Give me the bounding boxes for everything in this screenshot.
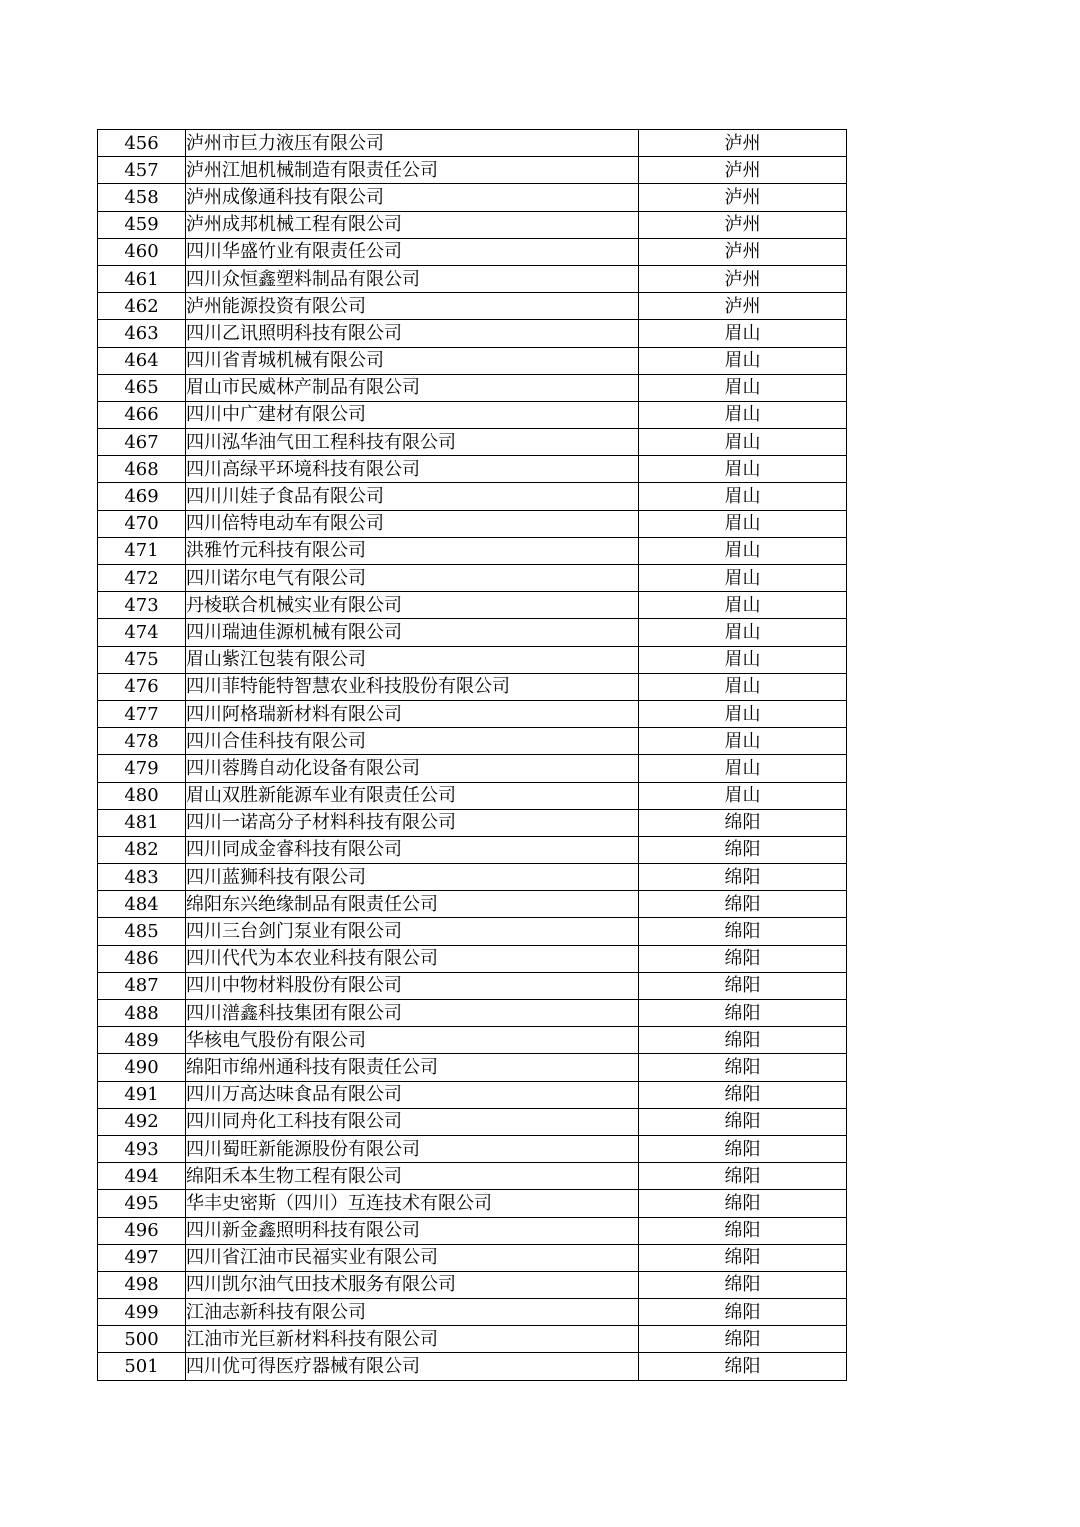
table-row xyxy=(98,728,847,755)
city-name: 眉山 xyxy=(639,456,847,483)
city-name: 绵阳 xyxy=(639,809,847,836)
row-number: 465 xyxy=(98,374,186,401)
row-number: 457 xyxy=(98,157,186,184)
table-row xyxy=(98,646,847,673)
company-name: 四川凯尔油气田技术服务有限公司 xyxy=(186,1271,639,1298)
table-row xyxy=(98,320,847,347)
company-name: 四川乙讯照明科技有限公司 xyxy=(186,320,639,347)
table-row xyxy=(98,456,847,483)
table-row xyxy=(98,1190,847,1217)
table-row xyxy=(98,1271,847,1298)
city-name: 眉山 xyxy=(639,510,847,537)
row-number: 463 xyxy=(98,320,186,347)
row-number: 490 xyxy=(98,1054,186,1081)
company-name: 眉山紫江包装有限公司 xyxy=(186,646,639,673)
table-row xyxy=(98,347,847,374)
city-name: 眉山 xyxy=(639,429,847,456)
row-number: 472 xyxy=(98,565,186,592)
row-number: 497 xyxy=(98,1244,186,1271)
table-row xyxy=(98,782,847,809)
company-name: 四川泓华油气田工程科技有限公司 xyxy=(186,429,639,456)
city-name: 眉山 xyxy=(639,592,847,619)
city-name: 泸州 xyxy=(639,293,847,320)
city-name: 眉山 xyxy=(639,320,847,347)
table-row xyxy=(98,157,847,184)
row-number: 469 xyxy=(98,483,186,510)
city-name: 泸州 xyxy=(639,130,847,157)
table-row xyxy=(98,945,847,972)
company-name: 泸州江旭机械制造有限责任公司 xyxy=(186,157,639,184)
row-number: 484 xyxy=(98,891,186,918)
city-name: 绵阳 xyxy=(639,972,847,999)
row-number: 474 xyxy=(98,619,186,646)
company-name: 四川蓝狮科技有限公司 xyxy=(186,864,639,891)
company-name: 四川蓉腾自动化设备有限公司 xyxy=(186,755,639,782)
city-name: 绵阳 xyxy=(639,945,847,972)
table-row xyxy=(98,510,847,537)
table-row xyxy=(98,130,847,157)
row-number: 501 xyxy=(98,1353,186,1380)
city-name: 眉山 xyxy=(639,728,847,755)
city-name: 绵阳 xyxy=(639,918,847,945)
table-row xyxy=(98,374,847,401)
table-row xyxy=(98,972,847,999)
row-number: 494 xyxy=(98,1163,186,1190)
table-row xyxy=(98,211,847,238)
city-name: 绵阳 xyxy=(639,1108,847,1135)
company-name: 四川省青城机械有限公司 xyxy=(186,347,639,374)
table-row xyxy=(98,184,847,211)
company-name: 绵阳市绵州通科技有限责任公司 xyxy=(186,1054,639,1081)
table-row xyxy=(98,836,847,863)
company-name: 四川潽鑫科技集团有限公司 xyxy=(186,1000,639,1027)
city-name: 眉山 xyxy=(639,646,847,673)
table-row xyxy=(98,1054,847,1081)
city-name: 眉山 xyxy=(639,782,847,809)
company-name: 四川新金鑫照明科技有限公司 xyxy=(186,1217,639,1244)
table-row xyxy=(98,537,847,564)
company-name: 华丰史密斯（四川）互连技术有限公司 xyxy=(186,1190,639,1217)
table-row xyxy=(98,1299,847,1326)
row-number: 456 xyxy=(98,130,186,157)
row-number: 499 xyxy=(98,1299,186,1326)
city-name: 眉山 xyxy=(639,374,847,401)
table-body xyxy=(98,130,847,1381)
city-name: 绵阳 xyxy=(639,1000,847,1027)
row-number: 467 xyxy=(98,429,186,456)
city-name: 绵阳 xyxy=(639,836,847,863)
company-name: 江油志新科技有限公司 xyxy=(186,1299,639,1326)
company-name: 丹棱联合机械实业有限公司 xyxy=(186,592,639,619)
company-name: 四川蜀旺新能源股份有限公司 xyxy=(186,1135,639,1162)
company-name: 四川万高达味食品有限公司 xyxy=(186,1081,639,1108)
city-name: 绵阳 xyxy=(639,1217,847,1244)
table-row xyxy=(98,1244,847,1271)
table-row xyxy=(98,1353,847,1380)
row-number: 477 xyxy=(98,700,186,727)
row-number: 483 xyxy=(98,864,186,891)
row-number: 458 xyxy=(98,184,186,211)
table-row xyxy=(98,401,847,428)
table-row xyxy=(98,1027,847,1054)
row-number: 470 xyxy=(98,510,186,537)
row-number: 493 xyxy=(98,1135,186,1162)
company-name: 四川同成金睿科技有限公司 xyxy=(186,836,639,863)
city-name: 眉山 xyxy=(639,700,847,727)
row-number: 459 xyxy=(98,211,186,238)
company-name: 四川三台剑门泵业有限公司 xyxy=(186,918,639,945)
city-name: 眉山 xyxy=(639,401,847,428)
table-row xyxy=(98,755,847,782)
table-row xyxy=(98,265,847,292)
table-row xyxy=(98,1081,847,1108)
company-name: 四川一诺高分子材料科技有限公司 xyxy=(186,809,639,836)
city-name: 泸州 xyxy=(639,265,847,292)
company-name: 四川合佳科技有限公司 xyxy=(186,728,639,755)
company-name: 四川中广建材有限公司 xyxy=(186,401,639,428)
row-number: 492 xyxy=(98,1108,186,1135)
city-name: 绵阳 xyxy=(639,1135,847,1162)
city-name: 绵阳 xyxy=(639,1027,847,1054)
company-name: 华核电气股份有限公司 xyxy=(186,1027,639,1054)
company-name: 四川高绿平环境科技有限公司 xyxy=(186,456,639,483)
city-name: 绵阳 xyxy=(639,1299,847,1326)
row-number: 461 xyxy=(98,265,186,292)
table-row xyxy=(98,673,847,700)
company-name: 泸州市巨力液压有限公司 xyxy=(186,130,639,157)
table-row xyxy=(98,1000,847,1027)
city-name: 泸州 xyxy=(639,211,847,238)
city-name: 眉山 xyxy=(639,537,847,564)
row-number: 476 xyxy=(98,673,186,700)
company-name: 四川华盛竹业有限责任公司 xyxy=(186,238,639,265)
city-name: 绵阳 xyxy=(639,1244,847,1271)
table-row xyxy=(98,864,847,891)
city-name: 绵阳 xyxy=(639,1353,847,1380)
company-name: 四川诺尔电气有限公司 xyxy=(186,565,639,592)
row-number: 478 xyxy=(98,728,186,755)
table-row xyxy=(98,700,847,727)
row-number: 473 xyxy=(98,592,186,619)
row-number: 496 xyxy=(98,1217,186,1244)
city-name: 绵阳 xyxy=(639,1081,847,1108)
city-name: 绵阳 xyxy=(639,891,847,918)
row-number: 487 xyxy=(98,972,186,999)
table-row xyxy=(98,891,847,918)
company-name: 四川瑞迪佳源机械有限公司 xyxy=(186,619,639,646)
row-number: 462 xyxy=(98,293,186,320)
city-name: 眉山 xyxy=(639,565,847,592)
company-name: 泸州成像通科技有限公司 xyxy=(186,184,639,211)
row-number: 471 xyxy=(98,537,186,564)
company-name: 四川川娃子食品有限公司 xyxy=(186,483,639,510)
city-name: 眉山 xyxy=(639,483,847,510)
company-name: 四川省江油市民福实业有限公司 xyxy=(186,1244,639,1271)
table-row xyxy=(98,918,847,945)
row-number: 481 xyxy=(98,809,186,836)
city-name: 眉山 xyxy=(639,755,847,782)
table-row xyxy=(98,429,847,456)
company-name: 泸州成邦机械工程有限公司 xyxy=(186,211,639,238)
company-name: 绵阳禾本生物工程有限公司 xyxy=(186,1163,639,1190)
city-name: 绵阳 xyxy=(639,864,847,891)
row-number: 488 xyxy=(98,1000,186,1027)
company-name: 四川代代为本农业科技有限公司 xyxy=(186,945,639,972)
row-number: 480 xyxy=(98,782,186,809)
table-row xyxy=(98,1326,847,1353)
company-name: 江油市光巨新材料科技有限公司 xyxy=(186,1326,639,1353)
city-name: 绵阳 xyxy=(639,1271,847,1298)
row-number: 485 xyxy=(98,918,186,945)
row-number: 498 xyxy=(98,1271,186,1298)
table-row xyxy=(98,483,847,510)
city-name: 绵阳 xyxy=(639,1190,847,1217)
city-name: 绵阳 xyxy=(639,1163,847,1190)
company-name: 四川同舟化工科技有限公司 xyxy=(186,1108,639,1135)
city-name: 眉山 xyxy=(639,347,847,374)
row-number: 489 xyxy=(98,1027,186,1054)
company-name: 四川众恒鑫塑料制品有限公司 xyxy=(186,265,639,292)
city-name: 绵阳 xyxy=(639,1054,847,1081)
table-row xyxy=(98,293,847,320)
company-name: 泸州能源投资有限公司 xyxy=(186,293,639,320)
row-number: 500 xyxy=(98,1326,186,1353)
city-name: 绵阳 xyxy=(639,1326,847,1353)
table-row xyxy=(98,238,847,265)
row-number: 468 xyxy=(98,456,186,483)
table-row xyxy=(98,1163,847,1190)
company-name: 四川优可得医疗器械有限公司 xyxy=(186,1353,639,1380)
company-name: 洪雅竹元科技有限公司 xyxy=(186,537,639,564)
row-number: 475 xyxy=(98,646,186,673)
company-name: 四川阿格瑞新材料有限公司 xyxy=(186,700,639,727)
company-name: 四川倍特电动车有限公司 xyxy=(186,510,639,537)
row-number: 460 xyxy=(98,238,186,265)
table-row xyxy=(98,619,847,646)
company-name: 四川菲特能特智慧农业科技股份有限公司 xyxy=(186,673,639,700)
row-number: 464 xyxy=(98,347,186,374)
table-row xyxy=(98,809,847,836)
row-number: 491 xyxy=(98,1081,186,1108)
company-name: 绵阳东兴绝缘制品有限责任公司 xyxy=(186,891,639,918)
city-name: 泸州 xyxy=(639,184,847,211)
company-name: 四川中物材料股份有限公司 xyxy=(186,972,639,999)
table-row xyxy=(98,1108,847,1135)
city-name: 眉山 xyxy=(639,619,847,646)
company-list-table xyxy=(97,129,847,1381)
row-number: 486 xyxy=(98,945,186,972)
city-name: 泸州 xyxy=(639,238,847,265)
row-number: 482 xyxy=(98,836,186,863)
company-name: 眉山双胜新能源车业有限责任公司 xyxy=(186,782,639,809)
company-name: 眉山市民威林产制品有限公司 xyxy=(186,374,639,401)
table-row xyxy=(98,1217,847,1244)
table-row xyxy=(98,565,847,592)
row-number: 466 xyxy=(98,401,186,428)
table-row xyxy=(98,1135,847,1162)
city-name: 眉山 xyxy=(639,673,847,700)
row-number: 479 xyxy=(98,755,186,782)
table-row xyxy=(98,592,847,619)
city-name: 泸州 xyxy=(639,157,847,184)
row-number: 495 xyxy=(98,1190,186,1217)
